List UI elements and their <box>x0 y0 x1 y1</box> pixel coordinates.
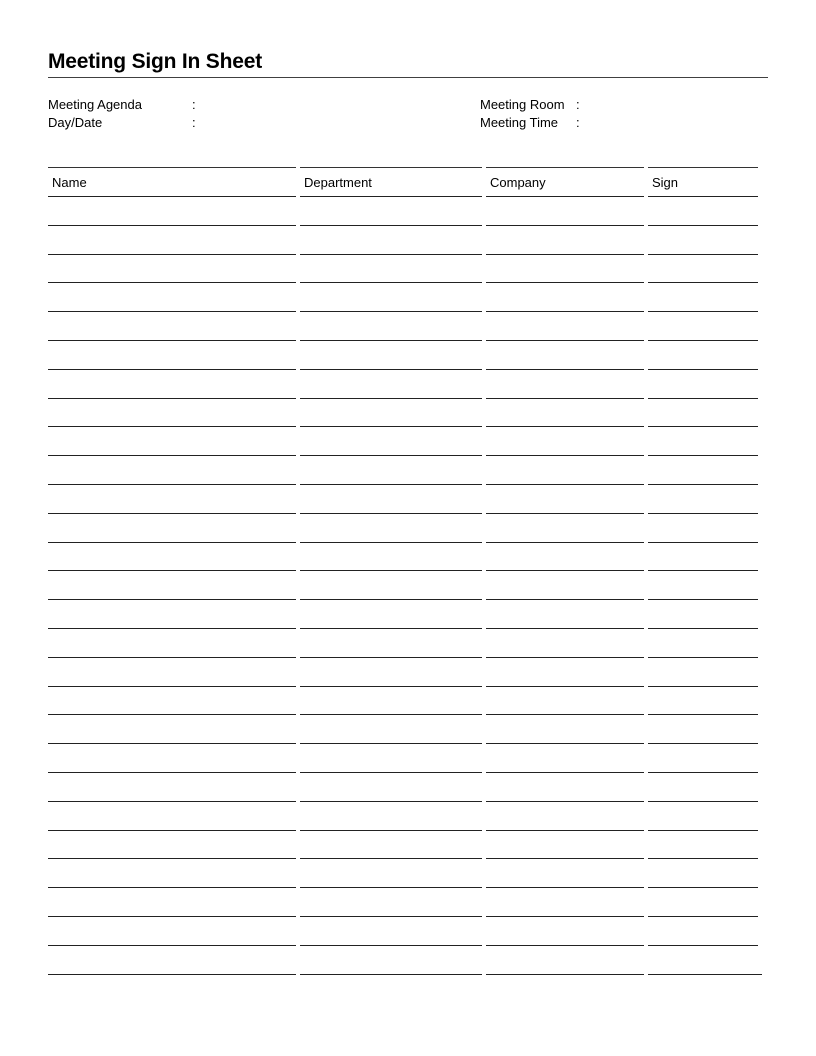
signature-line-sign[interactable] <box>648 426 758 427</box>
signature-line-company[interactable] <box>486 945 644 946</box>
signature-line-department[interactable] <box>300 858 482 859</box>
signature-line-company[interactable] <box>486 455 644 456</box>
signature-line-company[interactable] <box>486 772 644 773</box>
signature-line-name[interactable] <box>48 340 296 341</box>
signature-line-department[interactable] <box>300 974 482 975</box>
signature-line-company[interactable] <box>486 743 644 744</box>
signature-line-sign[interactable] <box>648 743 758 744</box>
signature-line-name[interactable] <box>48 686 296 687</box>
signature-line-department[interactable] <box>300 801 482 802</box>
signature-line-name[interactable] <box>48 484 296 485</box>
signature-line-company[interactable] <box>486 801 644 802</box>
signature-line-sign[interactable] <box>648 542 758 543</box>
signature-line-department[interactable] <box>300 369 482 370</box>
signature-line-company[interactable] <box>486 484 644 485</box>
signature-line-sign[interactable] <box>648 340 758 341</box>
agenda-label: Meeting Agenda <box>48 97 142 112</box>
signature-line-department[interactable] <box>300 311 482 312</box>
signature-line-company[interactable] <box>486 340 644 341</box>
signature-line-company[interactable] <box>486 686 644 687</box>
signature-line-sign[interactable] <box>648 311 758 312</box>
title-underline <box>48 77 768 78</box>
signature-line-sign[interactable] <box>648 887 758 888</box>
signature-line-department[interactable] <box>300 398 482 399</box>
signature-line-name[interactable] <box>48 887 296 888</box>
signature-line-department[interactable] <box>300 254 482 255</box>
signature-line-company[interactable] <box>486 426 644 427</box>
signature-line-name[interactable] <box>48 801 296 802</box>
signature-line-name[interactable] <box>48 945 296 946</box>
signature-line-department[interactable] <box>300 743 482 744</box>
signature-line-company[interactable] <box>486 916 644 917</box>
column-header-company: Company <box>490 175 546 190</box>
signature-line-department[interactable] <box>300 570 482 571</box>
signature-line-company[interactable] <box>486 254 644 255</box>
signature-line-company[interactable] <box>486 628 644 629</box>
signature-line-company[interactable] <box>486 398 644 399</box>
signature-line-department[interactable] <box>300 542 482 543</box>
signature-line-department[interactable] <box>300 484 482 485</box>
signature-line-department[interactable] <box>300 513 482 514</box>
signature-line-name[interactable] <box>48 254 296 255</box>
signature-line-name[interactable] <box>48 225 296 226</box>
signature-line-sign[interactable] <box>648 657 758 658</box>
signature-line-name[interactable] <box>48 714 296 715</box>
signature-line-sign[interactable] <box>648 484 758 485</box>
signature-line-company[interactable] <box>486 830 644 831</box>
signature-line-name[interactable] <box>48 599 296 600</box>
header-bottom-rule-name <box>48 196 296 197</box>
signature-line-company[interactable] <box>486 225 644 226</box>
signature-line-name[interactable] <box>48 657 296 658</box>
signature-line-company[interactable] <box>486 542 644 543</box>
column-header-department: Department <box>304 175 372 190</box>
signature-line-name[interactable] <box>48 916 296 917</box>
time-label: Meeting Time <box>480 115 559 130</box>
signature-line-company[interactable] <box>486 282 644 283</box>
signature-line-name[interactable] <box>48 743 296 744</box>
header-top-rule-name <box>48 167 296 168</box>
signature-line-sign[interactable] <box>648 772 758 773</box>
signature-line-sign[interactable] <box>648 830 758 831</box>
signature-line-department[interactable] <box>300 225 482 226</box>
signature-line-department[interactable] <box>300 340 482 341</box>
signature-line-department[interactable] <box>300 455 482 456</box>
agenda-colon: : <box>192 97 196 112</box>
date-colon: : <box>192 115 196 130</box>
signature-line-name[interactable] <box>48 311 296 312</box>
signature-line-company[interactable] <box>486 714 644 715</box>
signature-line-name[interactable] <box>48 426 296 427</box>
signature-line-sign[interactable] <box>648 801 758 802</box>
signature-line-name[interactable] <box>48 830 296 831</box>
document-title: Meeting Sign In Sheet <box>48 50 262 73</box>
signature-line-name[interactable] <box>48 974 296 975</box>
signature-line-name[interactable] <box>48 369 296 370</box>
signature-line-sign[interactable] <box>648 369 758 370</box>
signature-line-sign[interactable] <box>648 254 758 255</box>
date-label: Day/Date <box>48 115 103 130</box>
signature-line-name[interactable] <box>48 858 296 859</box>
signature-line-department[interactable] <box>300 772 482 773</box>
signature-line-company[interactable] <box>486 599 644 600</box>
time-colon: : <box>576 115 580 130</box>
signature-line-department[interactable] <box>300 282 482 283</box>
signature-line-company[interactable] <box>486 974 644 975</box>
signature-line-company[interactable] <box>486 887 644 888</box>
signature-line-department[interactable] <box>300 714 482 715</box>
signature-line-department[interactable] <box>300 426 482 427</box>
signature-line-sign[interactable] <box>648 945 758 946</box>
signature-line-sign[interactable] <box>648 225 758 226</box>
signature-line-sign[interactable] <box>648 570 758 571</box>
signature-line-sign[interactable] <box>648 858 758 859</box>
signature-line-company[interactable] <box>486 369 644 370</box>
signature-line-department[interactable] <box>300 599 482 600</box>
signature-line-name[interactable] <box>48 513 296 514</box>
signature-line-department[interactable] <box>300 686 482 687</box>
signature-line-sign[interactable] <box>648 599 758 600</box>
signature-line-name[interactable] <box>48 772 296 773</box>
header-bottom-rule-sign <box>648 196 758 197</box>
signature-line-company[interactable] <box>486 657 644 658</box>
signature-line-sign[interactable] <box>648 398 758 399</box>
signature-line-department[interactable] <box>300 830 482 831</box>
signature-line-sign[interactable] <box>648 282 758 283</box>
header-bottom-rule-company <box>486 196 644 197</box>
signature-line-sign[interactable] <box>648 686 758 687</box>
signature-line-name[interactable] <box>48 628 296 629</box>
signature-line-department[interactable] <box>300 657 482 658</box>
signature-line-sign[interactable] <box>648 714 758 715</box>
signature-line-sign[interactable] <box>648 513 758 514</box>
signature-line-sign[interactable] <box>648 628 758 629</box>
signature-line-department[interactable] <box>300 887 482 888</box>
signature-line-department[interactable] <box>300 628 482 629</box>
signature-line-name[interactable] <box>48 570 296 571</box>
signature-line-name[interactable] <box>48 455 296 456</box>
signature-line-company[interactable] <box>486 513 644 514</box>
signature-line-company[interactable] <box>486 858 644 859</box>
column-header-sign: Sign <box>652 175 679 190</box>
room-label: Meeting Room <box>480 97 565 112</box>
header-bottom-rule-department <box>300 196 482 197</box>
signature-line-name[interactable] <box>48 398 296 399</box>
signature-line-sign[interactable] <box>648 916 758 917</box>
signature-line-name[interactable] <box>48 542 296 543</box>
signature-line-department[interactable] <box>300 916 482 917</box>
header-top-rule-sign <box>648 167 758 168</box>
signature-line-name[interactable] <box>48 282 296 283</box>
room-colon: : <box>576 97 580 112</box>
header-top-rule-department <box>300 167 482 168</box>
signature-line-company[interactable] <box>486 311 644 312</box>
column-header-name: Name <box>52 175 87 190</box>
signature-line-company[interactable] <box>486 570 644 571</box>
signature-line-sign[interactable] <box>648 455 758 456</box>
header-top-rule-company <box>486 167 644 168</box>
signature-line-sign[interactable] <box>648 974 762 975</box>
signature-line-department[interactable] <box>300 945 482 946</box>
